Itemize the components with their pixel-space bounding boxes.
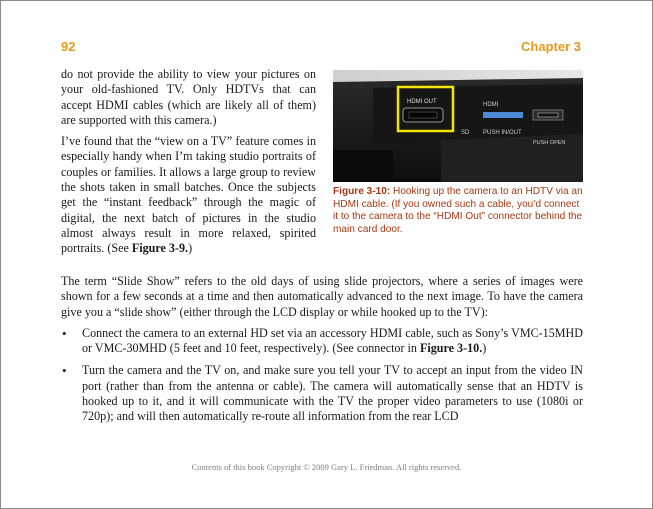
photo-label-hdmi: HDMI bbox=[483, 102, 499, 108]
page-number: 92 bbox=[61, 39, 76, 54]
photo-label-hdmi-out: HDMI OUT bbox=[407, 99, 437, 105]
figure-photo bbox=[333, 70, 583, 182]
photo-label-push-in-out: PUSH IN/OUT bbox=[483, 130, 522, 136]
figure-caption bbox=[333, 186, 583, 236]
photo-label-sd: SD bbox=[461, 130, 470, 136]
body-text bbox=[61, 274, 583, 432]
paragraph-text: I’ve found that the “view on a TV” feature comes in especially handy when I’m taking studio portraits of couples or families. It allows a large group to review the shots taken in small batches. Once the subjects get the “instant feedback” through the magic of digital, the next batch of pictures in the studio almost always result in more relaxed, spirited portraits. (See bbox=[61, 134, 317, 256]
paragraph: do not provide the ability to view your pictures on your old-fashioned TV. Only HDTVs that can accept HDMI cables (which are likely all of them) are supported with this camera.) bbox=[61, 67, 316, 127]
list-item bbox=[61, 363, 583, 424]
figure-label: Figure 3-10: bbox=[333, 186, 391, 197]
list-item-text: Connect the camera to an external HD set via an accessory HDMI cable, such as Sony’s VMC-15MHD or VMC-30MHD (5 feet and 10 feet, respectively). (See connector in bbox=[82, 325, 583, 356]
figure-reference: Figure 3-9. bbox=[131, 241, 189, 256]
copyright-footer: Contents of this book Copyright © 2009 Gary L. Friedman. All rights reserved. bbox=[191, 462, 462, 472]
figure-reference: Figure 3-10. bbox=[419, 341, 483, 356]
photo-label-push-open: PUSH OPEN bbox=[533, 140, 566, 146]
list-item bbox=[61, 326, 583, 357]
caption-text: Hooking up the camera to an HDTV via an HDMI cable. (If you owned such a cable, you’d connect it to the camera to the “HDMI Out” connector behind the main card door. bbox=[333, 186, 583, 235]
paragraph-end: ) bbox=[188, 241, 193, 256]
list-item-end: ) bbox=[482, 341, 487, 356]
left-column-text bbox=[61, 67, 316, 263]
paragraph: The term “Slide Show” refers to the old days of using slide projectors, where a series of images were shown for a few seconds at a time and then automatically advanced to the next image. To have the camera give you a “slide show” (either through the LCD display or while hooked up to the TV): bbox=[61, 274, 583, 319]
bullet-icon: • bbox=[62, 363, 67, 379]
chapter-title: Chapter 3 bbox=[521, 39, 581, 54]
camera-hdmi-port-photo bbox=[333, 70, 583, 182]
paragraph bbox=[61, 134, 316, 256]
list-item-text: Turn the camera and the TV on, and make sure you tell your TV to accept an input from the video IN port (rather than from the antenna or cable). The camera will automatically sense that an HDTV is hooked up to it, and it will communicate with the TV the proper video parameters to use (1080i or 720p); and will then automatically re-route all information from the rear LCD bbox=[82, 363, 583, 424]
bullet-icon: • bbox=[62, 325, 67, 341]
